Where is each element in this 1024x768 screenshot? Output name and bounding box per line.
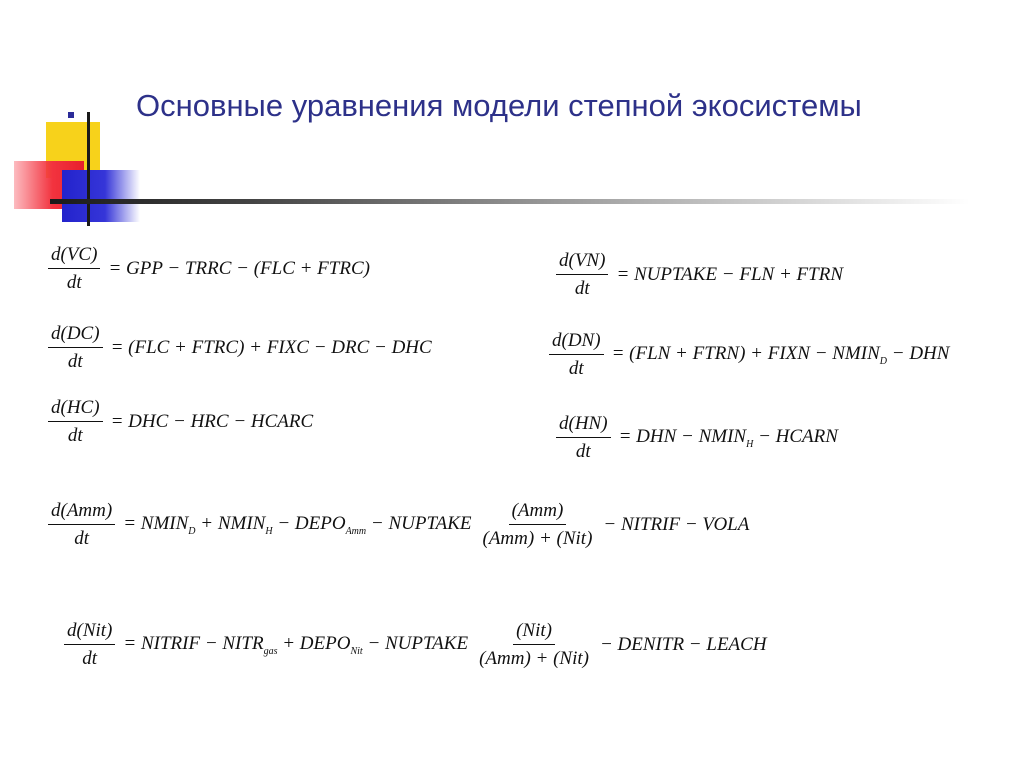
- eq-denominator: dt: [66, 272, 82, 293]
- equation-nit: [64, 620, 767, 670]
- title-underline: [50, 199, 970, 204]
- equation-hn: [556, 413, 838, 463]
- equation-vn: [556, 250, 843, 300]
- eq-denominator: dt: [574, 278, 590, 299]
- equation-dn: [549, 330, 949, 380]
- eq-denominator: dt: [67, 351, 83, 372]
- eq-numerator: d(Amm): [48, 500, 115, 525]
- eq-rhs: = (FLC + FTRC) + FIXC − DRC − DHC: [110, 337, 432, 358]
- eq-inner-numerator: (Amm): [509, 500, 567, 525]
- eq-rhs-right: − NITRIF − VOLA: [603, 514, 750, 535]
- eq-numerator: d(HN): [556, 413, 611, 438]
- eq-denominator: dt: [568, 358, 584, 379]
- eq-inner-denominator: (Amm) + (Nit): [479, 648, 589, 669]
- slide-title: Основные уравнения модели степной экосистемы: [136, 88, 862, 123]
- eq-rhs: = DHN − $NMIN_H$ − HCARN: [618, 426, 838, 450]
- equation-amm: [48, 500, 749, 550]
- eq-numerator: d(VC): [48, 244, 100, 269]
- eq-denominator: dt: [575, 441, 591, 462]
- eq-denominator: dt: [67, 425, 83, 446]
- eq-denominator: dt: [82, 648, 98, 669]
- equation-dc: [48, 323, 432, 373]
- eq-rhs-left: = $NMIN_D$ + $NMIN_H$ − $DEPO_{Amm}$ − NUPTAKE: [123, 513, 472, 537]
- eq-inner-numerator: (Nit): [513, 620, 555, 645]
- eq-numerator: d(Nit): [64, 620, 115, 645]
- deco-blue-square: [62, 170, 140, 222]
- eq-numerator: d(DN): [549, 330, 604, 355]
- eq-rhs-left: = NITRIF − $NITR_{gas}$ + $DEPO_{Nit}$ − NUPTAKE: [123, 633, 469, 657]
- eq-numerator: d(DC): [48, 323, 103, 348]
- eq-rhs: = NUPTAKE − FLN + FTRN: [616, 264, 843, 285]
- eq-rhs-right: − DENITR − LEACH: [599, 634, 767, 655]
- eq-rhs: = DHC − HRC − HCARC: [110, 411, 314, 432]
- eq-rhs: = (FLN + FTRN) + FIXN − $NMIN_D$ − DHN: [611, 343, 950, 367]
- eq-numerator: d(HC): [48, 397, 103, 422]
- deco-bullet-dot: [68, 112, 74, 118]
- deco-vertical-line: [87, 112, 90, 226]
- eq-numerator: d(VN): [556, 250, 608, 275]
- equation-hc: [48, 397, 313, 447]
- equation-vc: [48, 244, 370, 294]
- eq-denominator: dt: [74, 528, 89, 549]
- eq-rhs: = GPP − TRRC − (FLC + FTRC): [108, 258, 370, 279]
- eq-inner-denominator: (Amm) + (Nit): [482, 528, 593, 549]
